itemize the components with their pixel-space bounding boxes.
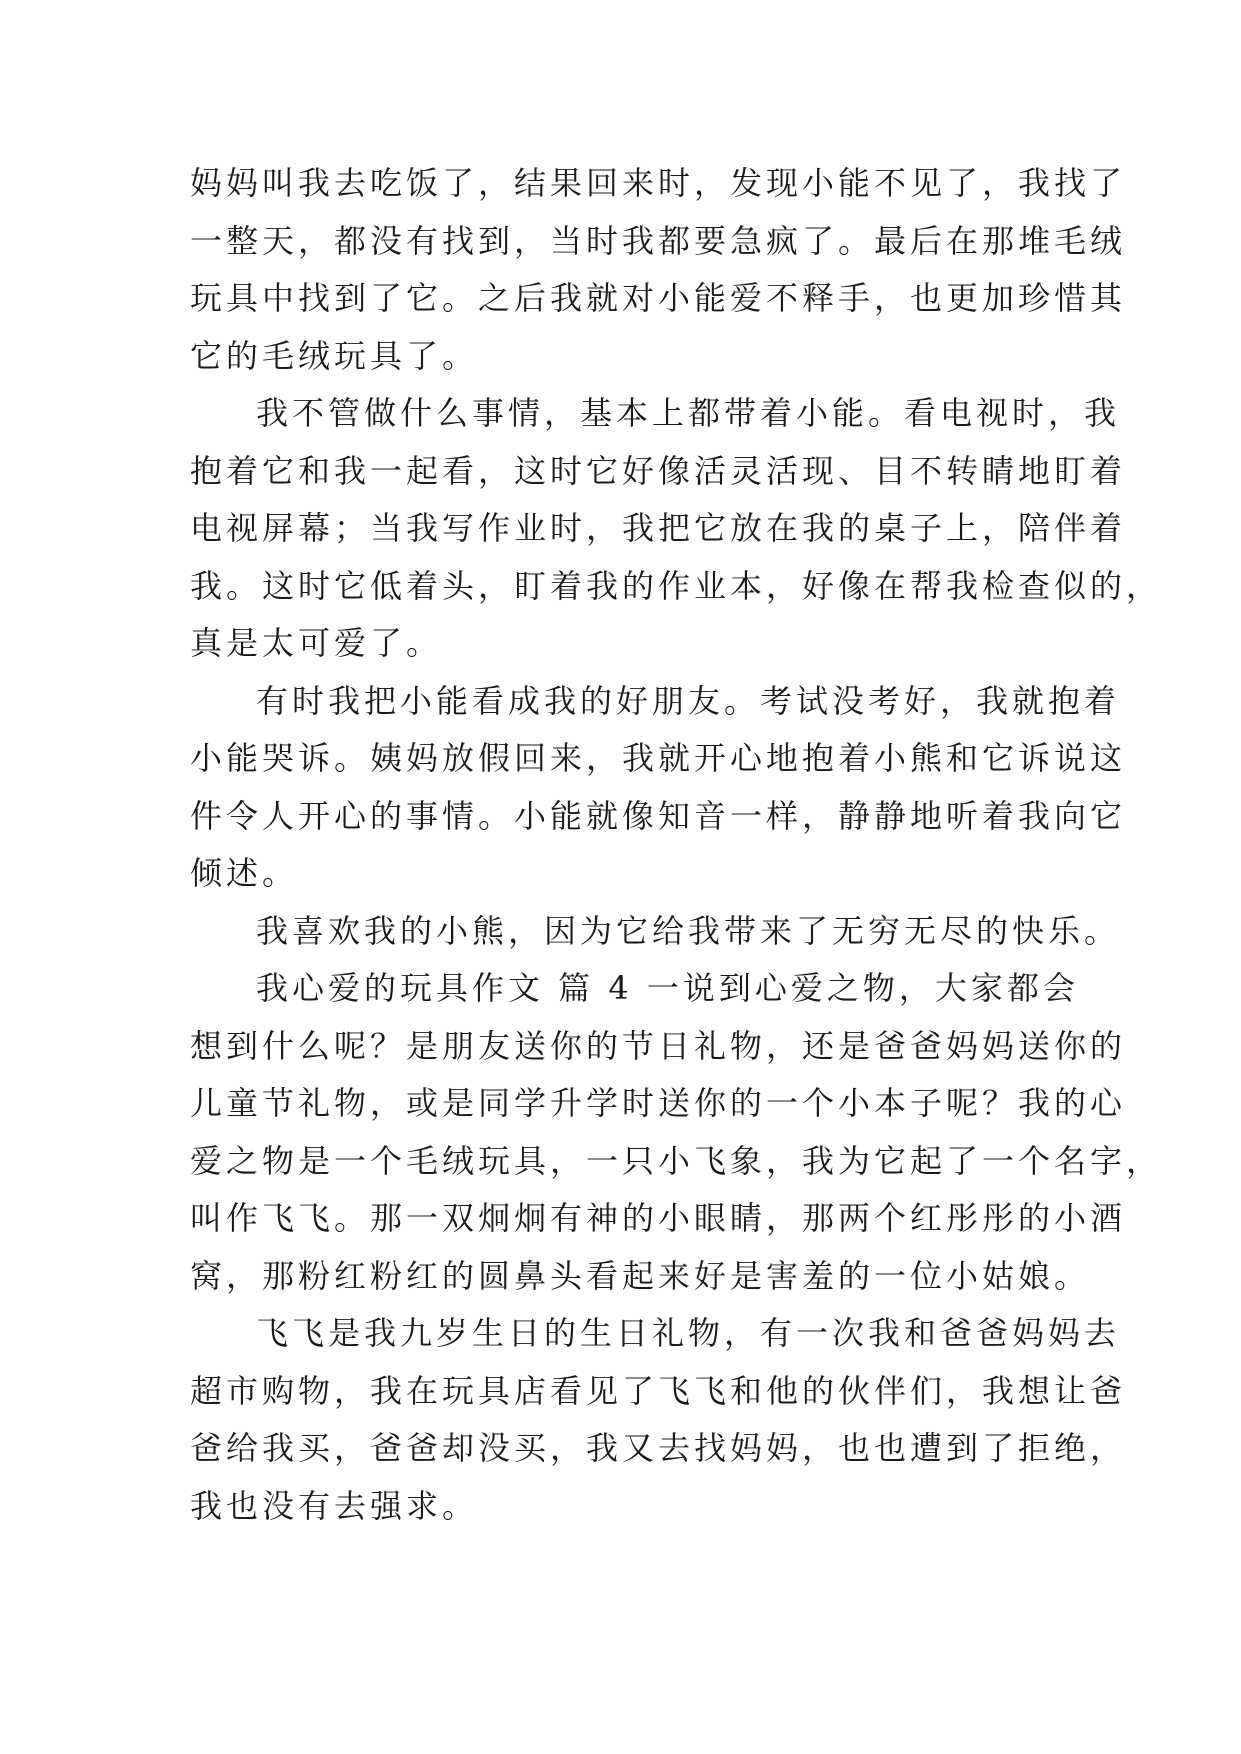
paragraph-line: 玩具中找到了它。之后我就对小能爱不释手，也更加珍惜其: [190, 279, 1127, 317]
paragraph-first-line: 我喜欢我的小熊，因为它给我带来了无穷无尽的快乐。: [256, 911, 1121, 950]
paragraph-line: 爱之物是一个毛绒玩具，一只小飞象，我为它起了一个名字，: [190, 1141, 1163, 1180]
paragraph-line: 想到什么呢？是朋友送你的节日礼物，还是爸爸妈妈送你的: [190, 1026, 1127, 1065]
paragraph-line: 超市购物，我在玩具店看见了飞飞和他的伙伴们，我想让爸: [190, 1371, 1127, 1410]
paragraph-first-line: 有时我把小能看成我的好朋友。考试没考好，我就抱着: [256, 681, 1121, 720]
paragraph-first-line: 我心爱的玩具作文 篇 4 一说到心爱之物，大家都会: [256, 969, 1079, 1007]
paragraph-first-line: 飞飞是我九岁生日的生日礼物，有一次我和爸爸妈妈去: [256, 1314, 1121, 1352]
paragraph-line: 小能哭诉。姨妈放假回来，我就开心地抱着小熊和它诉说这: [190, 739, 1127, 777]
paragraph-line: 件令人开心的事情。小能就像知音一样，静静地听着我向它: [190, 796, 1127, 835]
paragraph-line: 一整天，都没有找到，当时我都要急疯了。最后在那堆毛绒: [190, 221, 1127, 260]
document-body: [190, 155, 1163, 1535]
paragraph-line: 我也没有去强求。: [190, 1486, 479, 1525]
paragraph-line: 抱着它和我一起看，这时它好像活灵活现、目不转睛地盯着: [190, 451, 1127, 490]
paragraph-line: 真是太可爱了。: [190, 624, 443, 662]
paragraph-line: 叫作飞飞。那一双炯炯有神的小眼睛，那两个红彤彤的小酒: [190, 1199, 1127, 1237]
paragraph-line: 电视屏幕；当我写作业时，我把它放在我的桌子上，陪伴着: [190, 509, 1127, 547]
paragraph-line: 儿童节礼物，或是同学升学时送你的一个小本子呢？我的心: [190, 1084, 1127, 1122]
paragraph-line: 妈妈叫我去吃饭了，结果回来时，发现小能不见了，我找了: [190, 164, 1127, 202]
paragraph-line: 我。这时它低着头，盯着我的作业本，好像在帮我检查似的，: [190, 566, 1163, 605]
paragraph-line: 窝，那粉红粉红的圆鼻头看起来好是害羞的一位小姑娘。: [190, 1256, 1091, 1295]
paragraph-line: 它的毛绒玩具了。: [190, 336, 479, 375]
paragraph-line: 倾述。: [190, 854, 299, 892]
paragraph-first-line: 我不管做什么事情，基本上都带着小能。看电视时，我: [256, 394, 1121, 432]
paragraph-line: 爸给我买，爸爸却没买，我又去找妈妈，也也遭到了拒绝，: [190, 1429, 1127, 1467]
